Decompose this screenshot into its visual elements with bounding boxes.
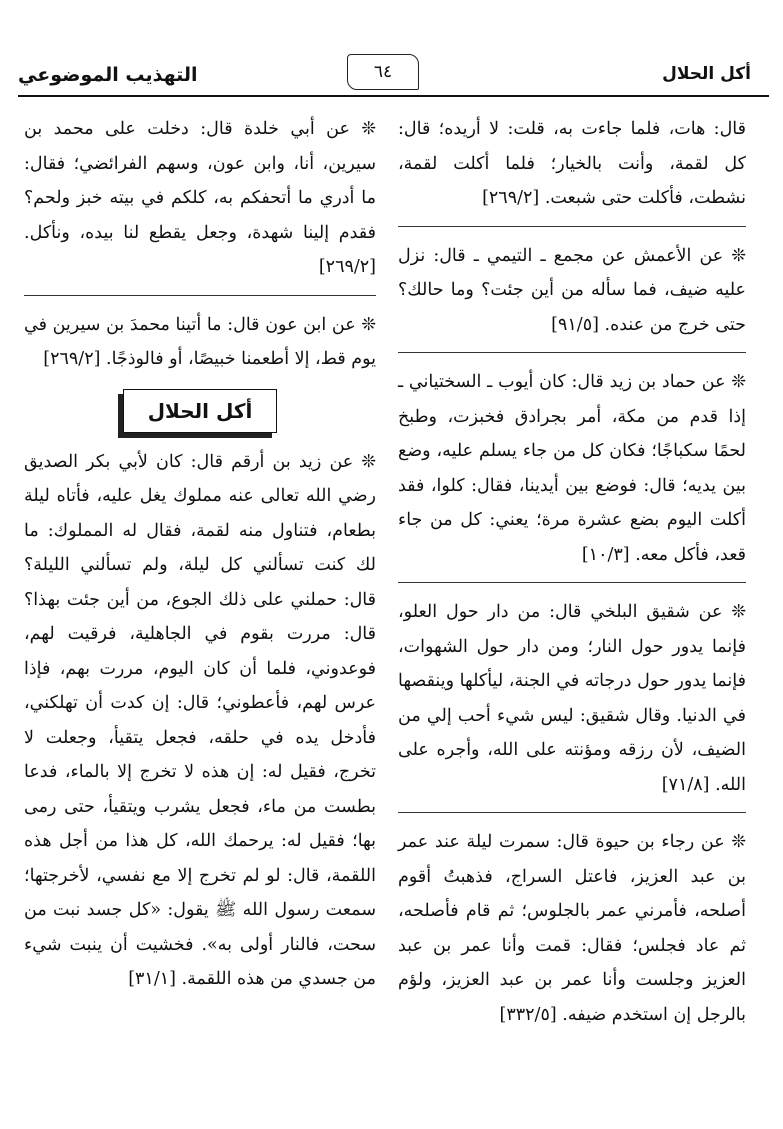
paragraph bbox=[24, 112, 376, 285]
citation-ref: [٩١/٥] bbox=[551, 314, 599, 335]
paragraph bbox=[398, 239, 746, 343]
section-heading: أكل الحلال bbox=[123, 389, 277, 433]
citation-ref: [٣١/١] bbox=[128, 969, 176, 989]
paragraph bbox=[24, 445, 376, 997]
citation-ref: [٢٦٩/٢] bbox=[318, 257, 376, 277]
paragraph-text: ❊ عن أبي خلدة قال: دخلت على محمد بن سيرين، أنا، وابن عون، وسهم الفرائضي؛ فقال: ما أدري ما أتحفكم به، كلكم في بيته خبز ولحم؟ فقدم إلينا شهدة، وجعل يقطع لنا بيده، ونأكل. bbox=[24, 119, 376, 243]
paragraph-text: ❊ عن رجاء بن حيوة قال: سمرت ليلة عند عمر بن عبد العزيز، فاعتل السراج، فذهبتُ أقوم أصلحه، فأمرني عمر بالجلوس؛ ثم قام فأصلحه، ثم عاد فجلس؛ فقال: قمت وأنا عمر بن عبد العزيز وجلست وأنا عمر بن عبد العزيز، ولؤم بالرجل إن استخدم ضيفه. bbox=[398, 832, 746, 1025]
paragraph-text: ❊ عن ابن عون قال: ما أتينا محمدَ بن سيرين في يوم قط، إلا أطعمنا خبيصًا، أو فالوذجًا. bbox=[24, 314, 376, 369]
paragraph bbox=[398, 825, 746, 1032]
citation-ref: [٢٦٩/٢] bbox=[43, 349, 101, 369]
paragraph-text: ❊ عن شقيق البلخي قال: من دار حول العلو، فإنما يدور حول النار؛ ومن دار حول الشهوات، فإنما يدور حول درجاته في الجنة، ليأكلها وينقصها في الدنيا. وقال شقيق: ليس شيء أحب إلي من الضيف، لأن رزقه ومؤنته على الله، وأجره على الله. bbox=[398, 602, 746, 795]
paragraph-divider bbox=[24, 295, 376, 296]
paragraph-divider bbox=[398, 582, 746, 583]
paragraph-text: ❊ عن زيد بن أرقم قال: كان لأبي بكر الصديق رضي الله تعالى عنه مملوك يغل عليه، فأتاه ليلة بطعام، فتناول منه لقمة، فقال له المملوك: ما لك كنت تسألني كل ليلة، ولم تسألني الليلة؟ قال: حملني على ذلك الجوع، من أين جئت بهذا؟ قال: مررت بقوم في الجاهلية، فرقيت لهم، فوعدوني، فلما أن كان اليوم، مررت بهم، فإذا عرس لهم، فأعطوني؛ قال: إن كدت أن تهلكني، فأدخل يده في حلقه، فجعل يتقيأ، وجعلت لا تخرج، فقيل له: إن هذه لا تخرج إلا بالماء، فدعا بطست من ماء، فجعل يشرب ويتقيأ، حتى رمى بها؛ فقيل له: يرحمك الله، كل هذا من أجل هذه اللقمة، قال: لو لم تخرج إلا مع نفسي، لأخرجتها؛ سمعت رسول الله ﷺ يقول: «كل جسد نبت من سحت، فالنار أولى به». فخشيت أن ينبت شيء من جسدي من هذه اللقمة. bbox=[24, 451, 376, 989]
paragraph-text: قال: هات، فلما جاءت به، قلت: لا أريده؛ قال: كل لقمة، وأنت بالخيار؛ فلما أكلت لقمة، نشطت، فأكلت حتى شبعت. bbox=[398, 119, 746, 208]
paragraph bbox=[24, 308, 376, 377]
paragraph-divider bbox=[398, 812, 746, 813]
citation-ref: [٢٦٩/٢] bbox=[482, 188, 540, 208]
citation-ref: [١٠/٣] bbox=[581, 544, 630, 565]
paragraph bbox=[398, 595, 746, 802]
paragraph bbox=[398, 365, 746, 572]
right-column bbox=[398, 112, 746, 1032]
page-number: ٦٤ bbox=[347, 54, 419, 90]
running-title-right: أكل الحلال bbox=[662, 64, 751, 84]
citation-ref: [٧١/٨] bbox=[661, 774, 710, 795]
citation-ref: [٣٣٢/٥] bbox=[499, 1004, 557, 1025]
page-header bbox=[0, 0, 783, 100]
paragraph bbox=[398, 112, 746, 216]
section-heading-wrap bbox=[24, 389, 376, 433]
paragraph-text: ❊ عن حماد بن زيد قال: كان أيوب ـ السختياني ـ إذا قدم من مكة، أمر بجرادق فخبزت، وطبخ لحمًا سكباجًا؛ فكان كل من جاء يسلم عليه، وضع بين يديه؛ قال: فوضع بين أيدينا، فقال: كلوا، فقد أكلت اليوم بضع عشرة مرة؛ يعني: كل من جاء قعد، فأكل معه. bbox=[398, 372, 746, 565]
paragraph-divider bbox=[398, 352, 746, 353]
paragraph-text: ❊ عن الأعمش عن مجمع ـ التيمي ـ قال: نزل عليه ضيف، فما سأله من أين جئت؟ وما حالك؟ حتى خرج من عنده. bbox=[398, 245, 746, 335]
paragraph-divider bbox=[398, 226, 746, 227]
left-column bbox=[24, 112, 376, 997]
running-title-left: التهذيب الموضوعي bbox=[18, 64, 198, 86]
header-rule bbox=[18, 95, 769, 97]
